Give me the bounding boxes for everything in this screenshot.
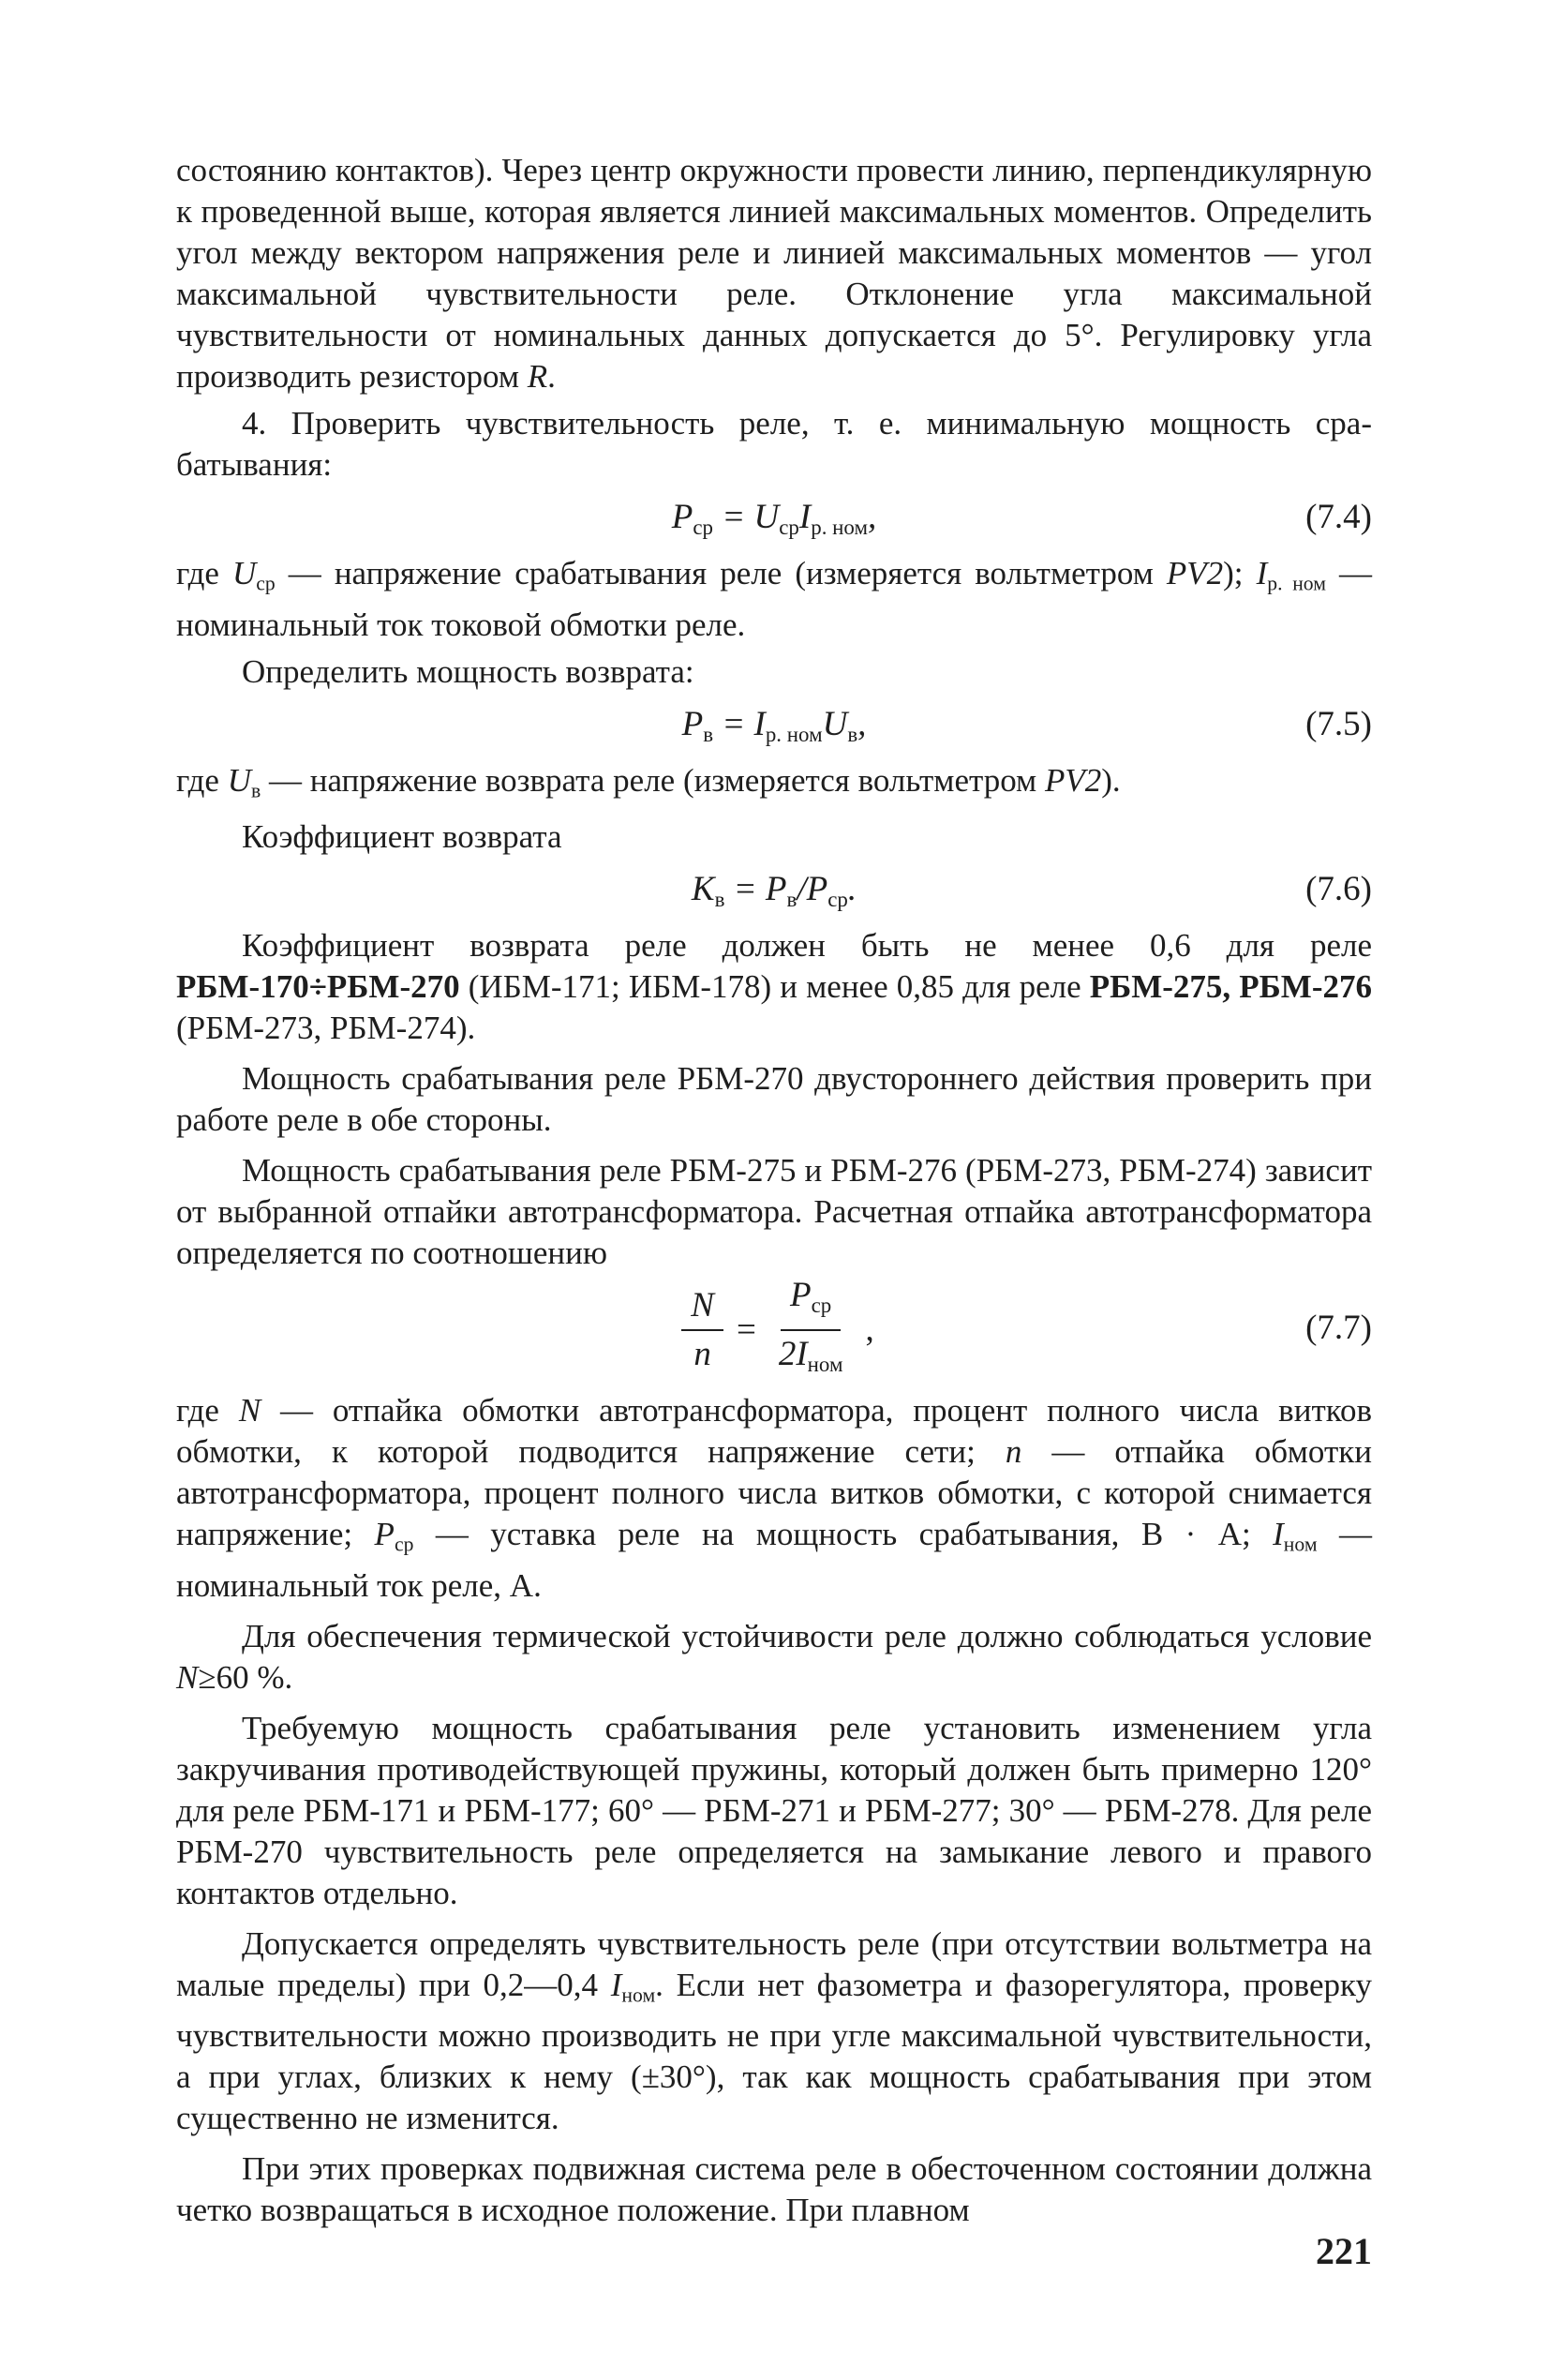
paragraph-5: где $U_в$ — напряжение возврата реле (измеряется вольтметром PV2). [176,761,1121,801]
paragraph-3: где $U_{ср}$ — напряжение срабатывания реле (измеряется вольтметром PV2); $I_{р. ном}$ — номинальный ток токовой обмотки реле. [176,555,1373,643]
paragraph-2: 4. Проверить чувствительность реле, т. е. минимальную мощность срабатывания: [176,405,1372,483]
formula-7-4-number: (7.4) [1305,498,1372,536]
formula-7-5-number: (7.5) [1305,704,1372,743]
formula-7-4-expression: $P_{ср} = U_{ср}I_{р. ном}$, [671,498,877,539]
formula-7-6-number: (7.6) [1305,870,1372,908]
formula-7-7: $\frac{N}{n}$ = $\frac{P_{ср}}{2I_{ном}}$ , (7.7) [176,1278,1372,1383]
formula-7-5 [176,698,1372,755]
paragraph-8: Мощность срабатывания реле РБМ-270 двустороннего действия проверить при работе реле в обе стороны. [176,1060,1372,1138]
paragraph-12: Требуемую мощность срабатывания реле установить изменением угла закручивания противодействующей пружины, который должен быть примерно 120° для реле РБМ-171 и РБМ-177; 60° — РБМ-271 и РБМ-277; 30° — РБМ-278. Для реле РБМ-270 чувствительность реле определяется на замыкание левого и правого контактов отдельно. [176,1709,1372,1911]
paragraph-6: Коэффициент возврата [242,818,562,855]
fraction-right: $\frac{P_{ср}}{2I_{ном}}$ [778,1276,843,1376]
paragraph-4: Определить мощность возврата: [242,652,694,690]
paragraph-9: Мощность срабатывания реле РБМ-275 и РБМ-276 (РБМ-273, РБМ-274) зависит от выбранной отпайки автотрансформатора. Расчетная отпайка автотрансформатора определяется по соотношению [176,1152,1372,1271]
formula-7-6-expression: $K_в = P_в/P_{ср}$. [691,870,857,911]
paragraph-14: При этих проверках подвижная система реле в обесточенном состоянии должна четко возвращаться в исходное положение. При плавном [176,2150,1372,2228]
page-number: 221 [1316,2230,1372,2272]
formula-7-4 [176,491,1372,547]
page-body [176,150,1372,2231]
paragraph-11: Для обеспечения термической устойчивости реле должно соблюдаться условие N≥60 %. [176,1617,1372,1696]
paragraph-10: где N — отпайка обмотки автотрансформатора, процент полного числа витков обмотки, к которой подводится напряжение сети; n — отпайка обмотки автотрансформатора, процент полного числа витков обмотки, с которой снимается напряжение; $P_{ср}$ — уставка реле на мощность срабатывания, В · А; $I_{ном}$ — номинальный ток реле, А. [176,1392,1372,1604]
fraction-left: $\frac{N}{n}$ [681,1286,723,1374]
paragraph-1: состоянию контактов). Через центр окружности провести линию, перпендикулярную к проведенной выше, которая является линией максимальных моментов. Определить угол между вектором напряжения реле и линией максимальных моментов — угол максимальной чувствительности реле. Отклонение угла максимальной чувствительности от номинальных данных допускается до 5°. Регулировку угла производить резистором R. [176,152,1372,395]
paragraph-13: Допускается определять чувствительность реле (при отсутствии вольтметра на малые пределы) при 0,2—0,4 $I_{ном}$. Если нет фазометра и фазорегулятора, проверку чувствительности можно производить не при угле максимальной чувствительности, а при углах, близких к нему (±30°), так как мощность срабатывания при этом существенно не изменится. [176,1924,1372,2136]
formula-7-5-expression: $P_в = I_{р. ном}U_в$, [681,704,867,746]
paragraph-7: Коэффициент возврата реле должен быть не менее 0,6 для реле РБМ-170÷РБМ-270 (ИБМ-171; ИБМ-178) и менее 0,85 для реле РБМ-275, РБМ-276 (РБМ-273, РБМ-274). [176,927,1372,1046]
formula-7-6 [176,863,1372,920]
formula-7-7-number: (7.7) [1305,1309,1372,1347]
